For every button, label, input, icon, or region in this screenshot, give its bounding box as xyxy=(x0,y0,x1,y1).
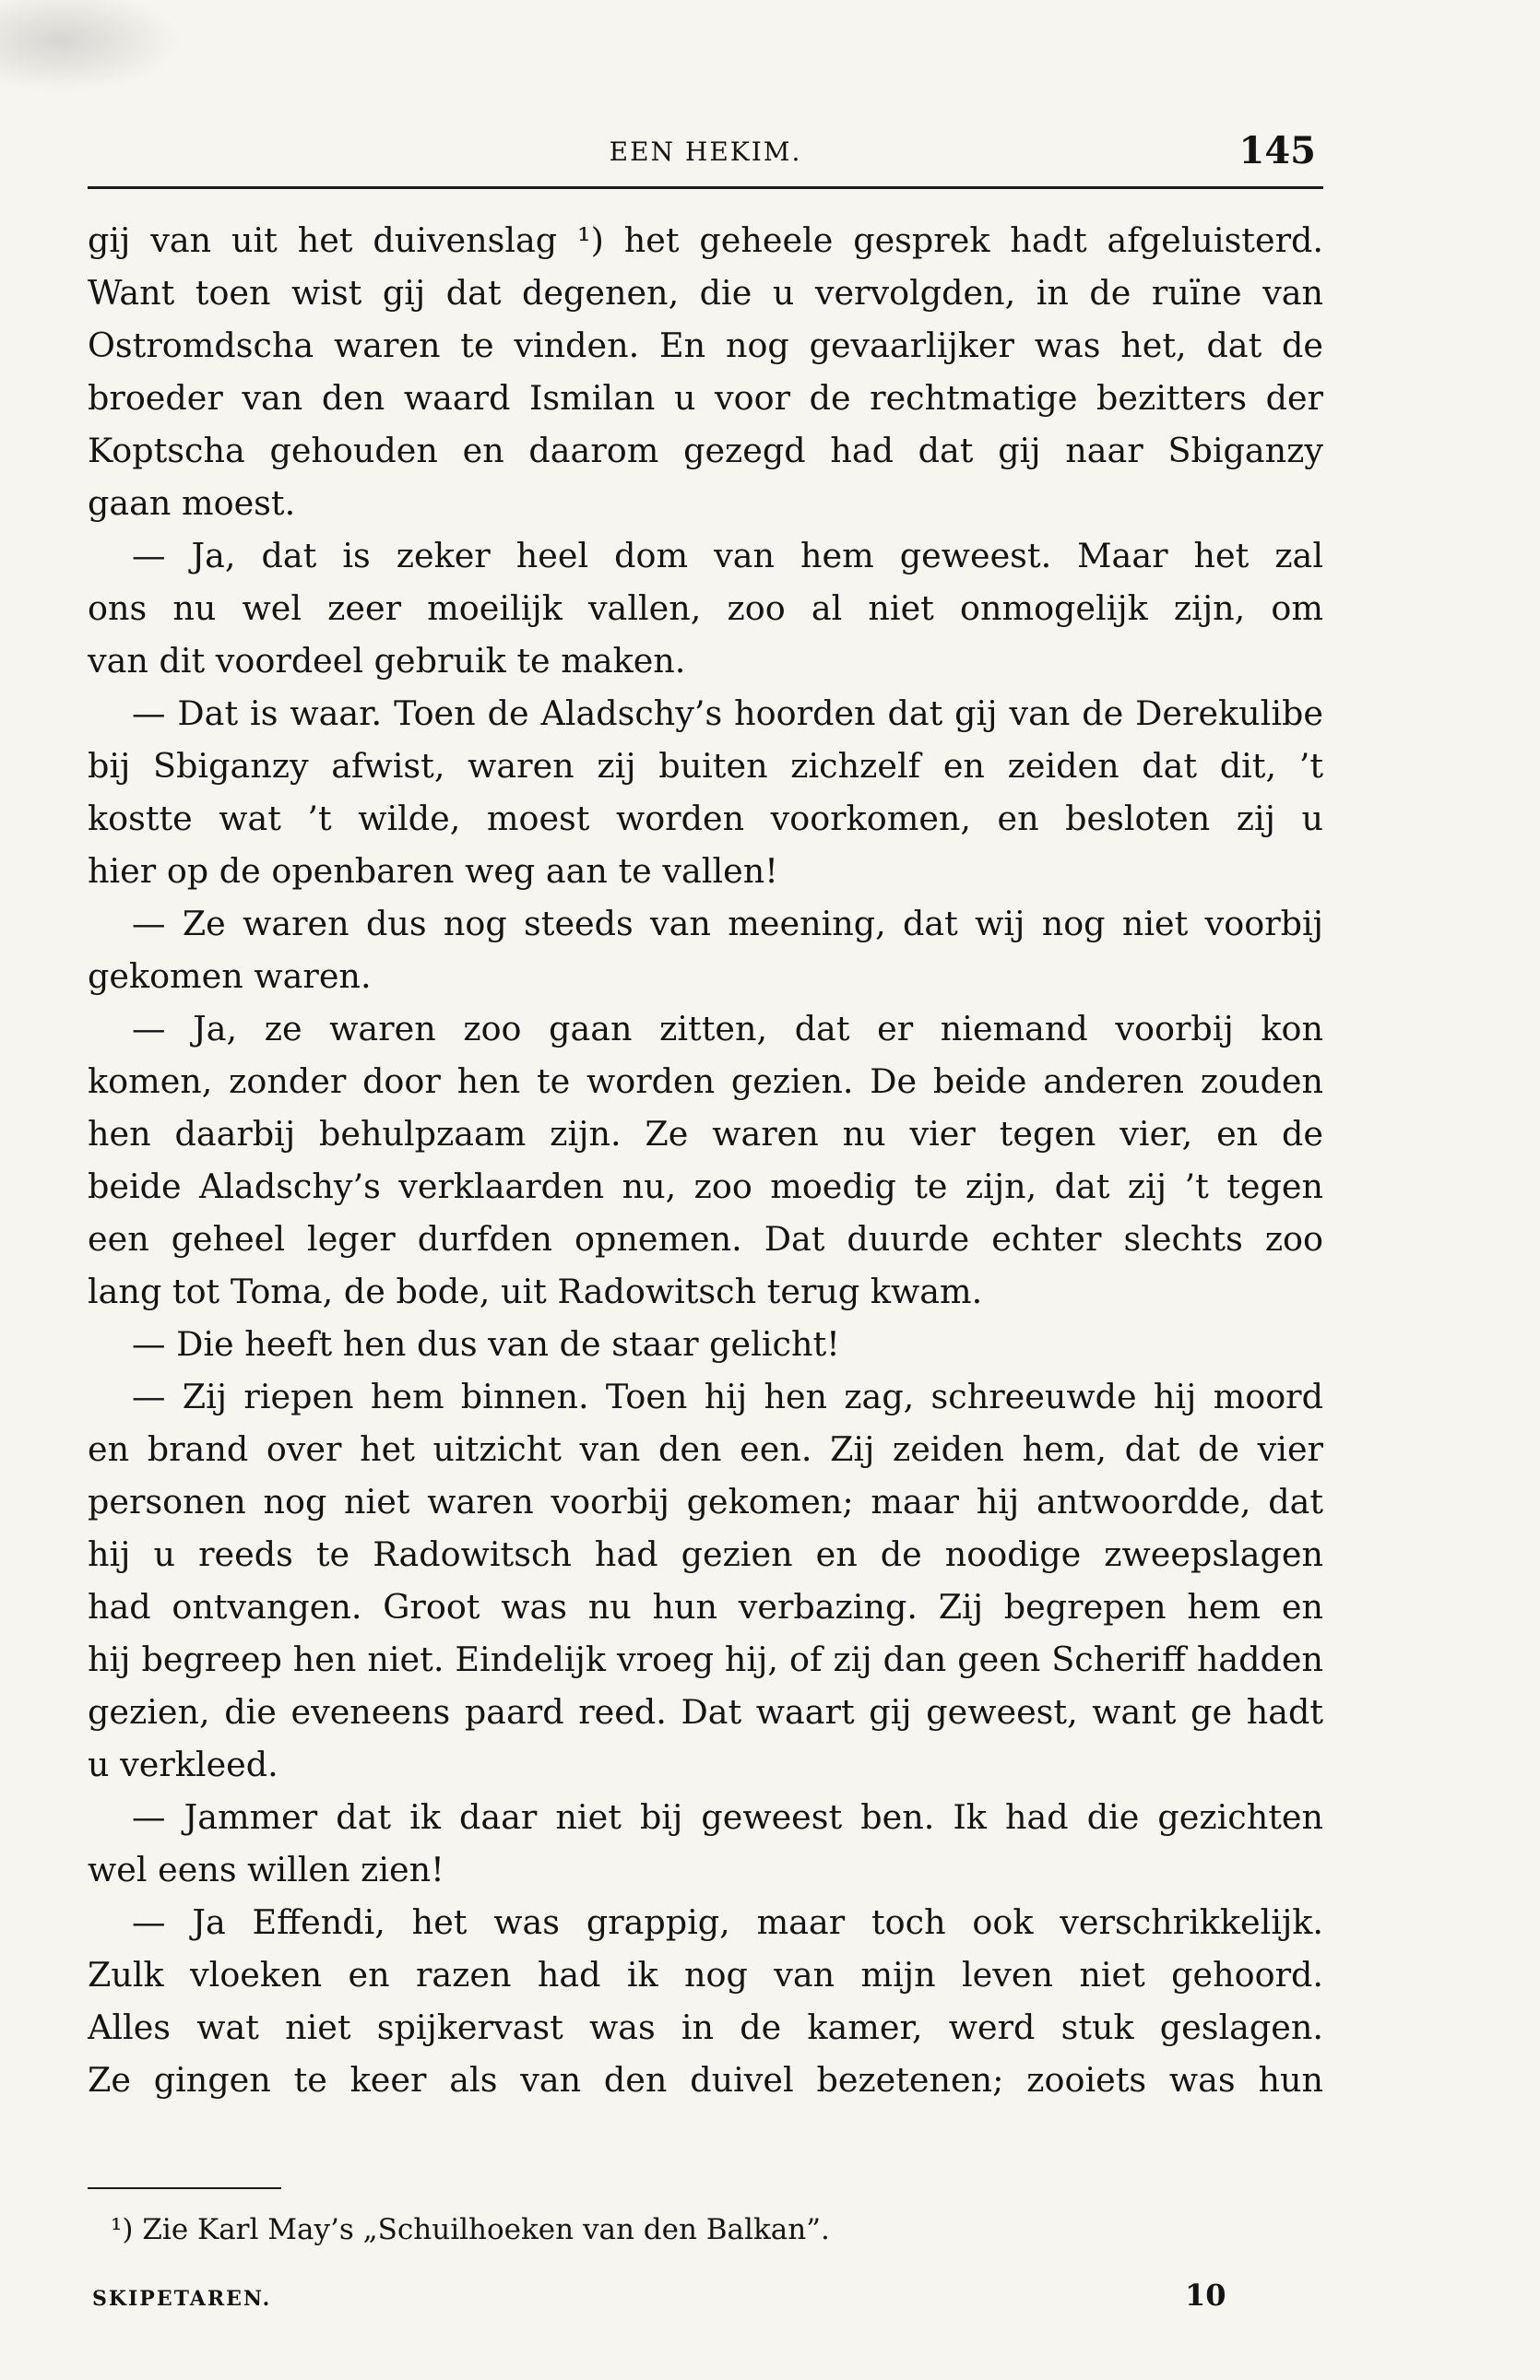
page-number: 145 xyxy=(1238,129,1316,172)
text-line: Ostromdscha waren te vinden. En nog gevaarlijker was het, dat de xyxy=(88,326,1323,365)
running-title: EEN HEKIM. xyxy=(609,136,802,167)
text-line: een geheel leger durfden opnemen. Dat duurde echter slechts zoo xyxy=(88,1219,1323,1259)
text-line: — Dat is waar. Toen de Aladschy’s hoorden dat gij van de Derekulibe xyxy=(132,693,1323,733)
text-line: hij begreep hen niet. Eindelijk vroeg hij, of zij dan geen Scheriff hadden xyxy=(88,1640,1323,1679)
text-line: hen daarbij behulpzaam zijn. Ze waren nu vier tegen vier, en de xyxy=(88,1114,1323,1154)
signature-number: 10 xyxy=(1185,2278,1226,2313)
text-line: broeder van den waard Ismilan u voor de rechtmatige bezitters der xyxy=(88,378,1323,418)
text-line: Ze gingen te keer als van den duivel bezetenen; zooiets was hun xyxy=(88,2060,1323,2100)
signature-label: SKIPETAREN. xyxy=(92,2287,272,2311)
header-rule xyxy=(88,186,1323,189)
text-line: gij van uit het duivenslag ¹) het geheele gesprek hadt afgeluisterd. xyxy=(88,220,1323,260)
text-line: gekomen waren. xyxy=(88,956,372,996)
text-line: — Ja Effendi, het was grappig, maar toch ook verschrikkelijk. xyxy=(132,1902,1323,1942)
text-line: wel eens willen zien! xyxy=(88,1850,444,1889)
text-line: — Ja, ze waren zoo gaan zitten, dat er niemand voorbij kon xyxy=(132,1009,1323,1048)
text-line: Koptscha gehouden en daarom gezegd had dat gij naar Sbiganzy xyxy=(88,431,1323,470)
text-line: hier op de openbaren weg aan te vallen! xyxy=(88,851,778,891)
text-line: hij u reeds te Radowitsch had gezien en de noodige zweepslagen xyxy=(88,1534,1323,1574)
text-line: komen, zonder door hen te worden gezien. De beide anderen zouden xyxy=(88,1061,1323,1101)
text-line: gezien, die eveneens paard reed. Dat waart gij geweest, want ge hadt xyxy=(88,1692,1323,1732)
text-line: personen nog niet waren voorbij gekomen; maar hij antwoordde, dat xyxy=(88,1482,1323,1522)
text-line: — Zij riepen hem binnen. Toen hij hen zag, schreeuwde hij moord xyxy=(132,1377,1323,1416)
text-line: lang tot Toma, de bode, uit Radowitsch terug kwam. xyxy=(88,1272,983,1311)
text-line: — Ja, dat is zeker heel dom van hem geweest. Maar het zal xyxy=(132,536,1323,575)
text-line: u verkleed. xyxy=(88,1745,278,1784)
text-line: — Die heeft hen dus van de staar gelicht! xyxy=(132,1324,840,1364)
text-line: — Ze waren dus nog steeds van meening, dat wij nog niet voorbij xyxy=(132,904,1323,943)
text-line: had ontvangen. Groot was nu hun verbazing. Zij begrepen hem en xyxy=(88,1587,1323,1627)
footnote-rule xyxy=(88,2187,281,2189)
page-stain xyxy=(0,0,203,101)
body-text xyxy=(88,214,1323,2106)
text-line: van dit voordeel gebruik te maken. xyxy=(88,641,686,681)
text-line: ons nu wel zeer moeilijk vallen, zoo al niet onmogelijk zijn, om xyxy=(88,588,1323,628)
text-line: Want toen wist gij dat degenen, die u vervolgden, in de ruïne van xyxy=(88,273,1323,313)
text-line: beide Aladschy’s verklaarden nu, zoo moedig te zijn, dat zij ’t tegen xyxy=(88,1166,1323,1206)
text-line: en brand over het uitzicht van den een. Zij zeiden hem, dat de vier xyxy=(88,1429,1323,1469)
text-line: kostte wat ’t wilde, moest worden voorkomen, en besloten zij u xyxy=(88,799,1323,838)
running-header xyxy=(88,129,1323,184)
text-line: bij Sbiganzy afwist, waren zij buiten zichzelf en zeiden dat dit, ’t xyxy=(88,746,1323,786)
footnote: ¹) Zie Karl May’s „Schuilhoeken van den Balkan”. xyxy=(111,2213,830,2246)
text-line: Alles wat niet spijkervast was in de kamer, werd stuk geslagen. xyxy=(88,2007,1323,2047)
text-line: — Jammer dat ik daar niet bij geweest ben. Ik had die gezichten xyxy=(132,1797,1323,1837)
text-line: Zulk vloeken en razen had ik nog van mijn leven niet gehoord. xyxy=(88,1955,1323,1995)
text-line: gaan moest. xyxy=(88,483,296,523)
